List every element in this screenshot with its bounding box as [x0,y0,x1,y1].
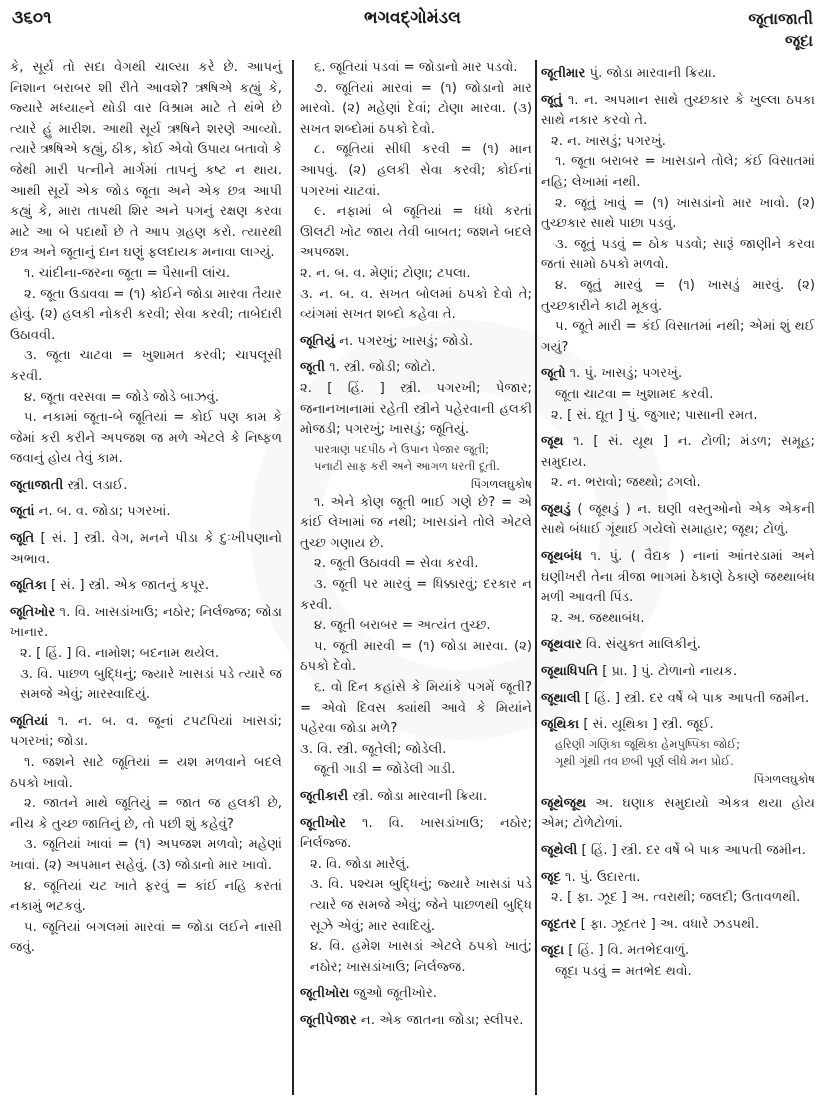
entry-text: ન. એક જાતના જોડા; સ્લીપર. [356,1012,524,1028]
entry-text: ( જૂથડું ) ન. ઘણી વસ્તુઓનો એક એકની સાથે બંધાઈ ગૂંથાઈ ગયેલો સમાહાર; જૂથ; ટોળું. [541,501,815,538]
definition-line [541,317,815,358]
dictionary-entry [541,547,815,609]
definition-line [300,875,532,937]
headword: જૂતો [541,366,566,382]
entry-text: જૂદા પડવું = મતભેદ થવો. [555,963,692,979]
entry-text: ૨. [ ફા. ઝૂદ ] અ. ત્વરાથી; જલદી; ઉતાવળથી. [551,890,801,906]
entry-text: પનાટી સાફ કરી અને આગળ ધરતી દૂતી. [314,458,500,473]
definition-line [541,888,815,909]
entry-text: [ સં. ] સ્ત્રી. વેગ, મનને પીડા કે દુઃખીપણાનો અભાવ. [10,531,282,567]
column-divider [535,60,537,1095]
dictionary-entry [541,841,815,862]
dictionary-entry [300,984,532,1005]
headword: જૂતિયાં [10,713,49,729]
entry-text: ૨. વિ. જોડા મારેલું. [310,856,410,872]
dictionary-entry [300,358,532,379]
page-number: ૩૬૦૧ [12,8,52,28]
entry-text: ૨. જૂતી ઉઠાવવી = સેવા કરવી. [314,556,479,572]
headword: જૂથડું [541,501,571,517]
entry-text: [ સં. ] સ્ત્રી. એક જાતનું કપૂર. [46,578,210,594]
dictionary-entry [300,814,532,855]
entry-text: ૧. પું. ખાસડું; પગરખું. [565,366,683,382]
definition-line [300,937,532,978]
headword: જૂથેલી [541,843,578,858]
headword: જૂદા [541,943,565,959]
dictionary-entry [541,364,815,385]
quotation-source [300,475,532,493]
definition-line [300,58,532,79]
definition-line [300,678,532,740]
guide-word-last: જૂદા [784,31,813,50]
definition-line [10,58,282,264]
quotation-line [300,441,532,458]
entry-text: ગૂથી ગૂંથી તવ છબી પૂર્ણ લીધે મન પ્રોઈ. [555,753,734,768]
quotation-source [541,770,815,788]
headword: જૂતિખોર [10,604,56,620]
definition-line [541,385,815,406]
headword: જૂતીપેજાર [300,1012,357,1028]
quotation-line [300,458,532,475]
running-title: ભગવદ્ગોમંડલ [364,8,461,28]
dictionary-entry [541,941,815,962]
definition-line [541,276,815,317]
entry-text: સ્ત્રી. લડાઈ. [63,477,128,493]
definition-line [10,918,282,959]
headword: જૂતીકારી [300,789,349,804]
entry-text: ૧. એને કોણ જૂતી ભાઈ ગણે છે? = એ કાંઈ લેખામાં જ નથી; ખાસડાંને તોલે એટલે તુચ્છ ગણાય છે. [300,494,532,551]
definition-line [300,740,532,761]
definition-line [300,79,532,141]
entry-text: ૧. જૂતા બરાબર = ખાસડાને તોલે; કંઈ વિસાતમાં નહિ; લેખામાં નથી. [541,154,815,190]
definition-line [300,637,532,678]
entry-text: વિ. સંયુક્ત માલિકીનું. [581,637,701,653]
definition-line [300,493,532,555]
dictionary-entry [541,635,815,656]
dictionary-entry [541,64,815,85]
definition-line [10,753,282,794]
entry-text: ૧. વિ. ખાસડાંખાઉ; નઠોર; નિર્લજ્જ. [300,815,532,852]
entry-text: ૫. જૂતે મારી = કંઈ વિસાતમાં નથી; એમાં શું થઈ ગયું? [541,319,815,355]
headword: જૂદતર [541,916,577,932]
dictionary-entry [300,332,532,353]
entry-text: [ સં. યૂથિકા ] સ્ત્રી. જૂઈ. [579,717,714,733]
entry-text: ૪. જૂતિયાં ચટ ખાતે ફરવું = કાંઈ નહિ કરતાં નકામું ભટકવું. [10,878,282,915]
definition-line [300,760,532,781]
entry-text: જૂતી ગાડી = જોડેલી ગાડી. [314,762,456,778]
column-1 [10,58,282,959]
entry-text: સ્ત્રી. જોડા મારવાની ક્રિયા. [348,789,488,804]
entry-text: ૯. નફામાં બે જૂતિયાં = ધંધો કરતાં ઊલટી ખોટ જાય તેવી બાબત; જશને બદલે અપજશ. [300,204,532,261]
entry-text: ૨. [ હિં. ] સ્ત્રી. પગરખી; પેજાર; જનાનખાનામાં રહેતી સ્ત્રીને પહેરવાની હલકી મોજડી; પગરખું; ખાસડું; જૂતિયું. [300,380,532,438]
definition-line [300,264,532,285]
entry-text: પારત્રાણ પદપીઠ ને ઉપાન પેજાર જૂતી; [314,441,490,456]
headword: જૂદ [541,869,561,885]
definition-line [300,616,532,637]
definition-line [541,473,815,494]
headword: જૂથાલી [541,690,581,706]
dictionary-entry [300,787,532,808]
headword: જૂથિકા [541,717,580,733]
definition-line [10,665,282,706]
entry-text: ૪. જૂતી બરાબર = અત્યંત તુચ્છ. [314,618,491,634]
definition-line [541,194,815,235]
entry-text: ૫. જૂતિયાં બગલમાં મારવાં = જોડા લઈને નાસી જવું. [10,919,282,956]
headword: જૂતું [541,92,563,108]
entry-text: ૨. [ હિં. ] વિ. નામોશ; બદનામ થયેલ. [20,646,220,662]
entry-text: ૭. જૂતિયાં મારવાં = (૧) જોડાનો માર મારવો. (૨) મહેણાં દેવાં; ટોણા મારવા. (૩) સખત શબ્દોમાં ઠપકો દેવો. [300,80,532,137]
headword: જૂતિ [10,531,35,547]
quotation-line [541,736,815,753]
definition-line [300,285,532,326]
entry-text: [ ફા. ઝૂદતર ] અ. વધારે ઝડપથી. [576,916,760,932]
entry-text: જૂતા ચાટવા = ખુશામદ કરવી. [555,386,714,402]
dictionary-entry [10,576,282,597]
entry-text: ૧. પું. ઉદારતા. [560,869,641,885]
definition-line [541,609,815,630]
definition-line [300,575,532,616]
entry-text: ન. પગરખું; ખાસડું; જોડો. [335,333,474,349]
entry-text: ૩. વિ. પાછળ બુદ્ધિનું; જ્યારે ખાસડાં પડે ત્યારે જ સમજે એવું; મારસ્વાદિયું. [20,666,282,703]
headword: જૂથાધિપતિ [541,664,598,680]
dictionary-entry [10,529,282,570]
entry-text: ૫. નકામાં જૂતા-બે જૂતિયાં = કોઈ પણ કામ કે જેમાં કરી કરીને અપજશ જ મળે એટલે કે નિષ્ફળ જવાનું હોય તેવું કામ. [10,410,282,467]
dictionary-entry [10,603,282,644]
headword: જૂતીખોર [300,815,346,831]
definition-line [10,346,282,387]
entry-text: પિંગળલઘુકોષ [470,476,532,491]
entry-text: ૬. જૂતિયાં પડવાં = જોડાનો માર પડવો. [314,60,518,75]
dictionary-entry [10,712,282,753]
entry-text: ૩. ન. બ. વ. સખત બોલમાં ઠપકો દેવો તે; વ્યંગમાં સખત શબ્દો કહેવા તે. [300,286,532,323]
entry-text: ૨. જાતને માથે જૂતિયું = જાત જ હલકી છે, નીચ કે તુચ્છ જાતિનું છે, તો પછી શું કહેવું? [10,796,282,832]
entry-text: ૪. વિ. હમેશ ખાસડાં એટલે ઠપકો ખાતું; નઠોર; ખાસડાંખાઉ; નિર્લજ્જ. [310,939,532,975]
definition-line [10,408,282,470]
dictionary-entry [541,868,815,889]
entry-text: હરિણી ગણિકા જૂથિકા હેમપુષ્પિકા જોઈ; [555,736,741,751]
entry-text: [ હિં. ] વિ. મતભેદવાળું. [564,943,690,959]
entry-text: અ. ઘણાક સમુદાયો એકત્ર થયા હોય એમ; ટોળેટોળાં. [541,795,815,832]
entry-text: ૧. ન. બ. વ. જૂનાં ટપટપિયાં ખાસડાં; પગરખાં; જોડા. [10,713,282,750]
entry-text: ૨. જૂતું ખાવું = (૧) ખાસડાંનો માર ખાવો. (૨) તુચ્છકાર સાથે પાછા પડવું. [541,195,815,232]
entry-text: ૩. જૂતિયાં ખાવાં = (૧) અપજશ મળવો; મહેણાં ખાવાં. (૨) અપમાન સહેવું. (૩) જોડાનો માર ખાવો. [10,837,282,873]
column-2 [300,58,532,1032]
definition-line [300,379,532,441]
entry-text: ૨. ન. ખાસડું; પગરખું. [551,133,666,149]
dictionary-entry [541,794,815,835]
dictionary-entry [10,502,282,523]
entry-text: જુઓ જૂતીખોર. [349,986,437,1002]
definition-line [10,388,282,409]
definition-line [10,264,282,285]
dictionary-entry [541,432,815,473]
headword: જૂથેજૂથ [541,795,587,811]
definition-line [10,794,282,835]
entry-text: ૨. ન. બ. વ. મેણાં; ટોણા; ટપલા. [300,265,471,281]
entry-text: ૧. વિ. ખાસડાંખાઉ; નઠોર; નિર્લજ્જ; જોડા ખાનાર. [10,604,282,641]
definition-line [541,962,815,983]
column-3 [541,58,815,983]
headword: જૂથ [541,434,564,450]
entry-text: [ હિં. ] સ્ત્રી. દર વર્ષે બે પાક આપતી જમીન. [580,690,810,706]
definition-line [541,235,815,276]
guide-word-first: જૂતાજાતી [748,9,813,28]
entry-text: ૬. વો દિન કહાંસે કે મિયાંકે પગમેં જૂતી?= એવો દિવસ ક્યાંથી આવે કે મિયાંને પહેરવા જોડા મળે? [300,680,532,737]
headword: જૂતાજાતી [10,477,64,493]
entry-text: ૨. જૂતા ઉડાવવા = (૧) કોઈને જોડા મારવા તૈયાર હોવું. (૨) હલકી નોકરી કરવી; સેવા કરવી; તાબેદારી ઉઠાવવી. [10,286,282,343]
definition-line [300,855,532,876]
entry-text: ૧. પું. ( વૈદ્યક ) નાનાં આંતરડામાં અને ઘણીખરી તેના ત્રીજા ભાગમાં ઠેકાણે ઠેકાણે જથ્થાબંધ મળી આવતી પિંડ. [541,549,815,606]
quotation-line [541,753,815,770]
entry-text: ૨. ન. ભરાવો; જથ્થો; ઢગલો. [551,475,701,491]
headword: જૂતીમાર [541,66,586,81]
entry-text: ૫. જૂતી મારવી = (૧) જોડા મારવા. (૨) ઠપકો દેવો. [300,638,532,675]
dictionary-entry [541,715,815,736]
entry-text: ૧. જશને સાટે જૂતિયાં = યશ મળવાને બદલે ઠપકો ખાવો. [10,755,282,791]
entry-text: [ પ્રા. ] પું. ટોળાનો નાયક. [598,664,738,680]
entry-text: પિંગળલઘુકોષ [753,771,815,786]
definition-line [300,202,532,264]
entry-text: ૨. અ. જથ્થાબંધ. [551,610,645,626]
entry-text: કે, સૂર્ય તો સદા વેગથી ચાલ્યા કરે છે. આપનું નિશાન બરાબર શી રીતે આવશે? ઋષિએ કહ્યું કે, જ્યારે મધ્યાહ્ને થોડી વાર વિશ્રામ માટે તે થંભે છે ત્યારે હું મારીશ. આથી સૂર્ય ઋષિને શરણે આવ્યો. ત્યારે ઋષિએ કહ્યું, ઠીક, કોઈ એવો ઉપાય બતાવો કે જેથી મારી પત્નીને માર્ગમાં તાપનું કષ્ટ ન થાય. આથી સૂર્યે એક જોડ જૂતા અને એક છત્ર આપી કહ્યું કે, મારા તાપથી શિર અને પગનું રક્ષણ કરવા માટે આ બે પદાર્થો છે તે આપ ગ્રહણ કરો. ત્યારથી છત્ર અને જૂતાનું દાન ઘણું ફલદાયક મનાવા લાગ્યું. [10,60,282,261]
definition-line [300,140,532,202]
definition-line [541,132,815,153]
definition-line [300,554,532,575]
entry-text: ૧. [ સં. યૂથ ] ન. ટોળી; મંડળ; સમૂહ; સમુદાય. [541,434,815,470]
dictionary-entry [300,1011,532,1032]
headword: જૂથવાર [541,637,582,653]
dictionary-entry [541,500,815,541]
headword: જૂતીખોરા [300,986,350,1002]
entry-text: ૩. જૂતું પડવું = ઠોક પડવો; સારૂં જાણીને કરવા જતાં સામો ઠપકો મળવો. [541,236,815,273]
entry-text: ૧. સ્ત્રી. જોડી; જોટો. [325,360,436,376]
dictionary-entry [10,476,282,497]
entry-text: ન. બ. વ. જોડા; પગરખાં. [34,504,171,520]
definition-line [10,835,282,876]
guide-words [748,8,813,52]
headword: જૂતાં [10,504,35,520]
dictionary-entry [541,915,815,936]
entry-text: ૪. જૂતા વરસવા = જોડે જોડે બાઝવું. [24,389,220,405]
entry-text: ૪. જૂતું મારવું = (૧) ખાસડું મારવું. (૨) તુચ્છકારીને કાઢી મૂકવું. [541,277,815,314]
entry-text: ૧. ચાંદીના-જરના જૂતા = પૈસાની લાંચ. [24,265,231,281]
headword: જૂતિકા [10,578,47,594]
column-divider [292,60,294,1095]
definition-line [541,152,815,193]
entry-text: ૧. ન. અપમાન સાથે તુચ્છકાર કે ખુલ્લા ઠપકા સાથે નકાર કરવો તે. [541,92,815,129]
entry-text: ૮. જૂતિયાં સીધી કરવી = (૧) માન આપવું. (૨) હલકી સેવા કરવી; કોઈનાં પગરખાં ચાટવાં. [300,142,532,199]
headword: જૂતી [300,360,325,376]
dictionary-entry [541,689,815,710]
definition-line [541,406,815,427]
definition-line [10,877,282,918]
entry-text: ૩. વિ. પશ્ચમ બુદ્ધિનું; જ્યારે ખાસડાં પડે ત્યારે જ સમજે એવું; જેને પાછળથી બુદ્ધિ સૂઝે એવું; માર સ્વાદિયું. [310,877,532,934]
definition-line [10,285,282,347]
entry-text: [ હિં. ] સ્ત્રી. દર વર્ષે બે પાક આપતી જમીન. [577,843,806,858]
headword: જૂતિયું [300,333,335,349]
entry-text: પું. જોડા મારવાની ક્રિયા. [585,66,717,81]
dictionary-entry [541,91,815,132]
entry-text: ૨. [ સં. દ્યૂત ] પું. જુગાર; પાસાની રમત. [551,407,758,423]
definition-line [10,644,282,665]
dictionary-entry [541,662,815,683]
entry-text: ૩. જૂતી પર મારવું = ધિક્કારવું; દરકાર ન કરવી. [300,577,532,613]
entry-text: ૩. જૂતા ચાટવા = ખુશામત કરવી; ચાપલૂસી કરવી. [10,348,282,384]
headword: જૂથબંધ [541,549,583,565]
entry-text: ૩. વિ. સ્ત્રી. જૂતેલી; જોડેલી. [300,741,447,757]
